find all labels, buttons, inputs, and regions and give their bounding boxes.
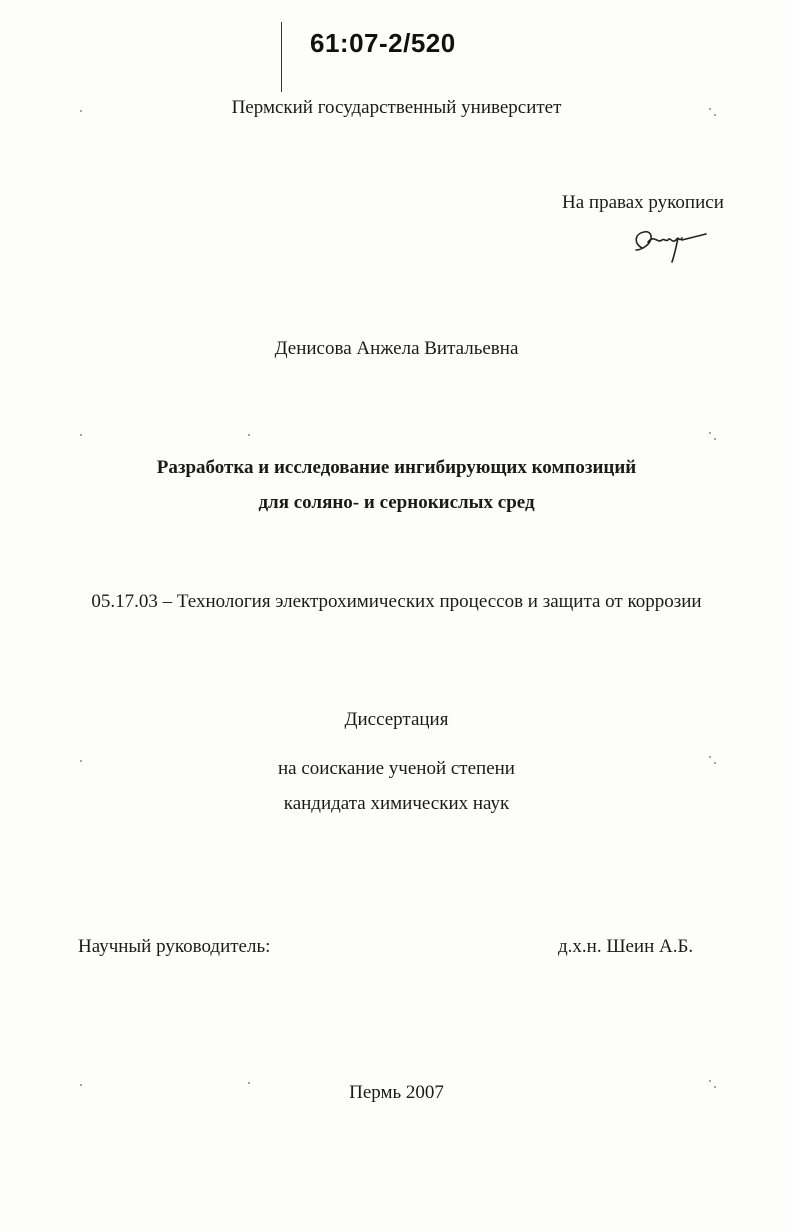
scan-speck	[80, 1084, 82, 1086]
scan-speck	[80, 110, 82, 112]
scan-speck	[714, 114, 716, 116]
degree-line-2: кандидата химических наук	[283, 793, 510, 814]
scan-speck	[714, 438, 716, 440]
scan-speck	[714, 1086, 716, 1088]
advisor-name: д.х.н. Шеин А.Б.	[558, 936, 694, 957]
specialty-code: 05.17.03 – Технология электрохимических процессов и защита от коррозии	[91, 591, 702, 612]
stamp-vertical-rule	[281, 22, 282, 92]
city-year: Пермь 2007	[349, 1082, 444, 1103]
scan-speck	[80, 434, 82, 436]
advisor-label: Научный руководитель:	[78, 936, 271, 957]
scan-speck	[248, 434, 250, 436]
scan-speck	[714, 762, 716, 764]
manuscript-rights-note: На правах рукописи	[562, 192, 724, 213]
document-type: Диссертация	[344, 709, 449, 730]
scan-speck	[709, 756, 711, 758]
scan-speck	[709, 432, 711, 434]
archive-stamp-code: 61:07-2/520	[310, 28, 456, 58]
thesis-title-line-1: Разработка и исследование ингибирующих композиций	[156, 457, 637, 478]
handwritten-signature	[628, 220, 708, 264]
thesis-title-line-2: для соляно- и сернокислых сред	[258, 492, 535, 513]
university-name: Пермский государственный университет	[231, 97, 562, 118]
author-name: Денисова Анжела Витальевна	[274, 338, 519, 359]
scan-speck	[709, 108, 711, 110]
degree-line-1: на соискание ученой степени	[278, 758, 515, 779]
scan-speck	[709, 1080, 711, 1082]
scan-speck	[80, 760, 82, 762]
scan-speck	[248, 1082, 250, 1084]
